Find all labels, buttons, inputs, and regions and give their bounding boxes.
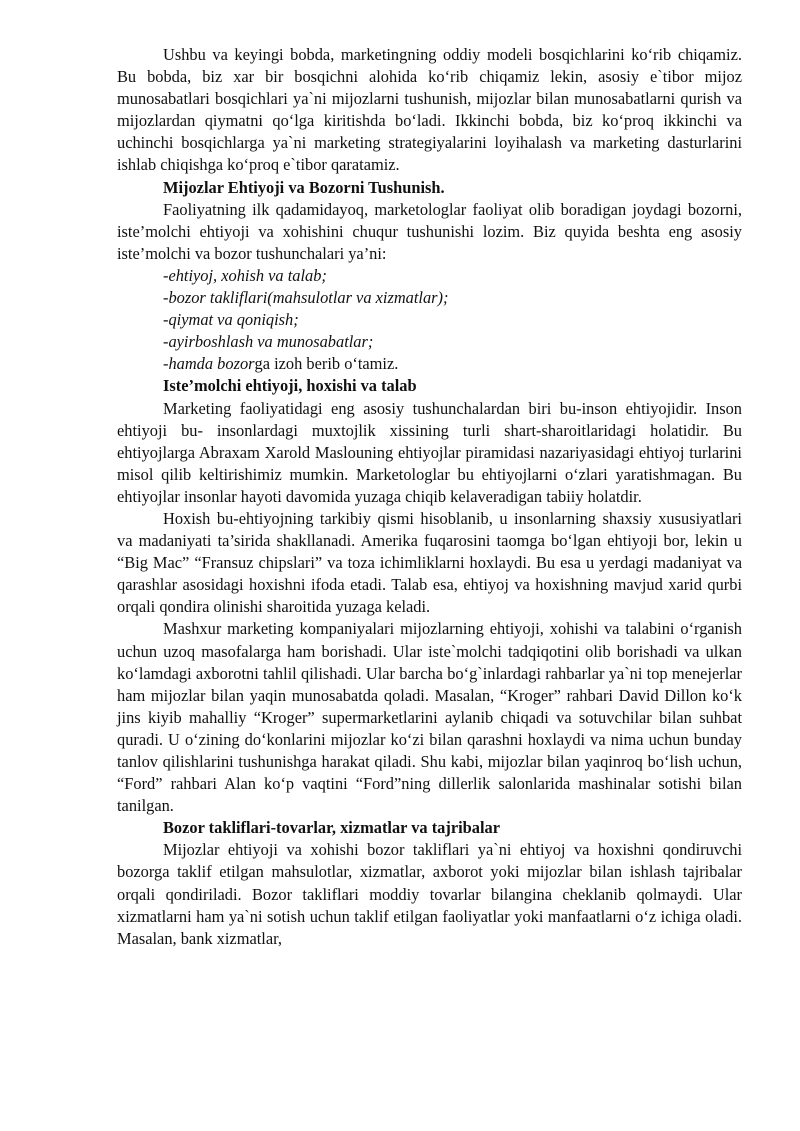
section-heading-customer-needs: Mijozlar Ehtiyoji va Bozorni Tushunish. <box>163 177 445 197</box>
paragraph-wants: Hoxish bu-ehtiyojning tarkibiy qismi hisoblanib, u insonlarning shaxsiy xususiyatlari va madaniyati ta’sirida shakllanadi. Amerika fuqarosini taomga bo‘lgan ehtiyoji bor, lekin u “Big Mac” “Fransuz chipslari” va toza ichimliklarni hoxlaydi. Bu esa u yerdagi madaniyat va qarashlar asosidagi hoxishni ifoda etadi. Talab esa, ehtiyoj va hoxishning mavjud xarid qurbi orqali qondira olinishi sharoitida yuzaga keladi. <box>117 508 742 617</box>
section-heading-consumer-needs: Iste’molchi ehtiyoji, hoxishi va talab <box>163 376 417 396</box>
section-heading-market-offerings: Bozor takliflari-tovarlar, xizmatlar va tajribalar <box>163 818 500 838</box>
document-page <box>117 44 742 950</box>
paragraph-intro: Ushbu va keyingi bobda, marketingning oddiy modeli bosqichlarini ko‘rib chiqamiz. Bu bobda, biz xar bir bosqichni alohida ko‘rib chiqamiz lekin, asosiy e`tibor mijoz munosabatlari bosqichlari ya`ni mijozlarni tushunish, mijozlar bilan munosabatlarni qurish va mijozlardan qiymatni qo‘lga kiritishda bo‘ladi. Ikkinchi bobda, biz ko‘proq ikkinchi va uchinchi bosqichlarga ya`ni marketing strategiyalarini loyihalash va marketing dasturlarini ishlab chiqishga ko‘proq e`tibor qaratamiz. <box>117 45 742 175</box>
list-item-italic-part: -hamda bozor <box>163 354 255 374</box>
list-item: -ehtiyoj, xohish va talab; <box>163 265 327 285</box>
list-item: -ayirboshlash va munosabatlar; <box>163 332 374 352</box>
paragraph-companies-research: Mashxur marketing kompaniyalari mijozlarning ehtiyoji, xohishi va talabini o‘rganish uchun uzoq masofalarga ham borishadi. Ular iste`molchi tadqiqotini olib borishadi va ulkan ko‘lamdagi axborotni tahlil qilishadi. Ular barcha bo‘g`inlardagi rahbarlar ya`ni top menejerlar ham mijozlar bilan yaqin munosabatda qoladi. Masalan, “Kroger” rahbari David Dillon ko‘k jins kiyib mahalliy “Kroger” supermarketlarini aylanib chiqadi va sotuvchilar bilan suhbat quradi. U o‘zining do‘konlarini mijozlar ko‘zi bilan qarashni hoxlaydi va nima uchun bunday tanlov qilishlarini tushunishga harakat qiladi. Shu kabi, mijozlar bilan yaqinroq bo‘lish uchun, “Ford” rahbari Alan ko‘p vaqtini “Ford”ning dillerlik salonlarida mashinalar sotishi bilan tanilgan. <box>117 619 742 816</box>
list-item: -bozor takliflari(mahsulotlar va xizmatlar); <box>163 288 449 308</box>
list-item <box>117 353 742 375</box>
paragraph-human-needs: Marketing faoliyatidagi eng asosiy tushunchalardan biri bu-inson ehtiyojidir. Inson ehtiyoji bu- insonlardagi muxtojlik xissining turli shart-sharoitlaridagi holatidir. Bu ehtiyojlarga Abraxam Xarold Maslouning ehtiyojlar piramidasi nazariyasidagi ehtiyoj turlarini misol qilib keltirishimiz mumkin. Marketologlar bu ehtiyojlarni o‘zlari yaratishmagan. Bu ehtiyojlar insonlar hayoti davomida yuzaga chiqib kelaveradigan tabiiy holatdir. <box>117 398 742 506</box>
concept-list <box>117 265 742 375</box>
list-item-plain-part: ga izoh berib o‘tamiz. <box>254 354 399 374</box>
paragraph-market-offerings: Mijozlar ehtiyoji va xohishi bozor takliflari ya`ni ehtiyoj va hoxishni qondiruvchi bozorga taklif etilgan mahsulotlar, xizmatlar, axborot yoki mijozlar bilan ishlash tajribalar orqali qondiriladi. Bozor takliflari moddiy tovarlar bilangina cheklanib qolmaydi. Ular xizmatlarni ham ya`ni sotish uchun taklif etilgan faoliyatlar yoki manfaatlarni o‘z ichiga oladi. Masalan, bank xizmatlar, <box>117 840 742 948</box>
paragraph-market-concepts: Faoliyatning ilk qadamidayoq, marketologlar faoliyat olib boradigan joydagi bozorni, iste’molchi ehtiyoji va xohishini chuqur tushunishi lozim. Biz quyida beshta eng asosiy iste’molchi va bozor tushunchalari ya’ni: <box>117 199 742 263</box>
list-item: -qiymat va qoniqish; <box>163 310 299 330</box>
